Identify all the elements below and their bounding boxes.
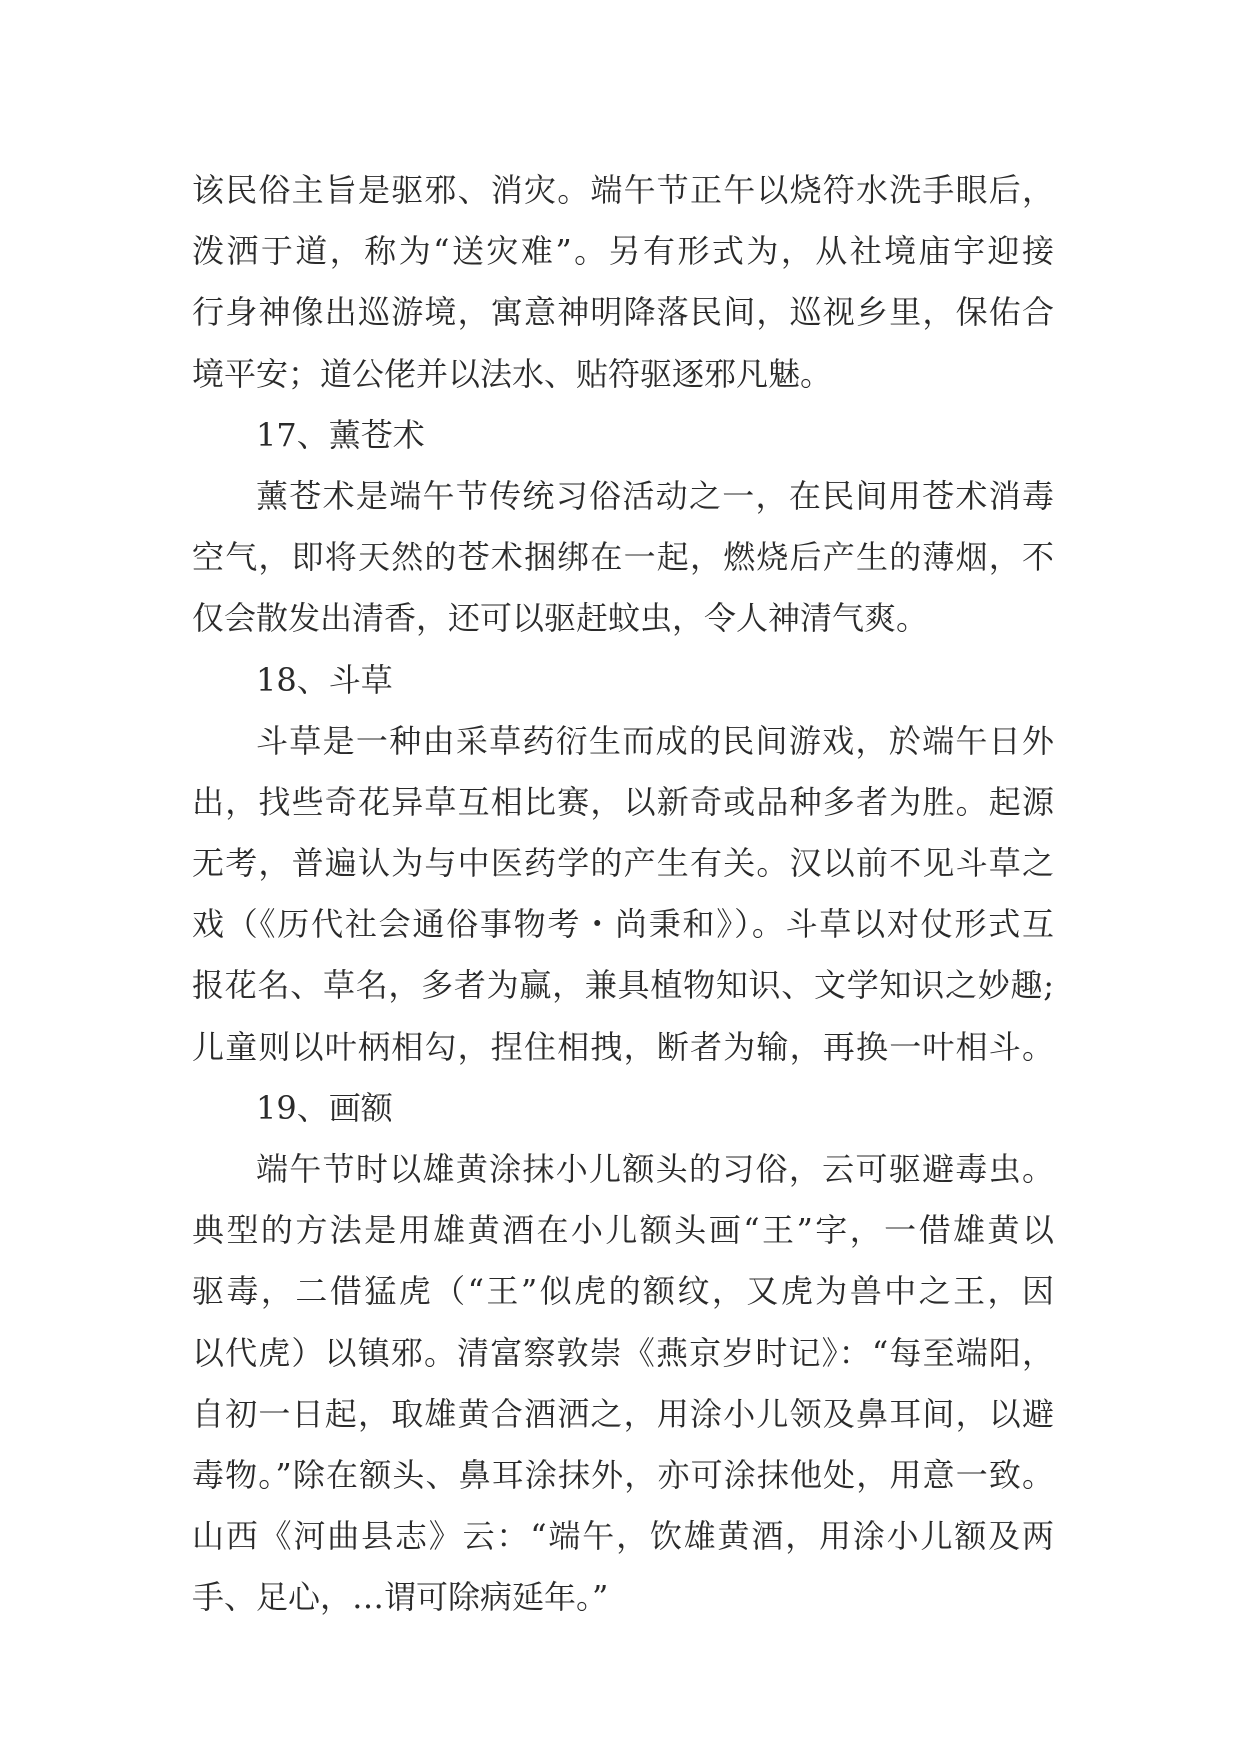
text-line: 戏（《历代社会通俗事物考・尚秉和》）。斗草以对仗形式互 — [192, 905, 1054, 944]
text-line: 典型的方法是用雄黄酒在小儿额头画“王”字，一借雄黄以 — [192, 1211, 1054, 1250]
text-line: 端午节时以雄黄涂抹小儿额头的习俗，云可驱避毒虫。 — [256, 1150, 1054, 1188]
text-line: 毒物。”除在额头、鼻耳涂抹外，亦可涂抹他处，用意一致。 — [192, 1455, 1054, 1494]
text-line: 无考，普遍认为与中医药学的产生有关。汉以前不见斗草之 — [192, 844, 1054, 883]
text-line: 以代虎）以镇邪。清富察敦崇《燕京岁时记》：“每至端阳， — [192, 1333, 1054, 1372]
section-heading-17: 17、薰苍术 — [256, 415, 425, 454]
text-line: 境平安；道公佬并以法水、贴符驱逐邪凡魅。 — [192, 354, 833, 393]
text-line: 斗草是一种由采草药衍生而成的民间游戏，於端午日外 — [256, 721, 1054, 760]
text-line: 报花名、草名，多者为赢，兼具植物知识、文学知识之妙趣; — [192, 966, 1054, 1005]
document-body — [192, 160, 1054, 1629]
text-line: 行身神像出巡游境，寓意神明降落民间，巡视乡里，保佑合 — [192, 293, 1054, 332]
text-line: 自初一日起，取雄黄合酒洒之，用涂小儿领及鼻耳间，以避 — [192, 1394, 1054, 1433]
section-heading-19: 19、画额 — [256, 1088, 393, 1127]
text-line: 空气，即将天然的苍术捆绑在一起，燃烧后产生的薄烟，不 — [192, 538, 1054, 577]
text-line: 出，找些奇花异草互相比赛，以新奇或品种多者为胜。起源 — [192, 782, 1054, 821]
text-line: 该民俗主旨是驱邪、消灾。端午节正午以烧符水洗手眼后， — [192, 171, 1054, 209]
text-line: 仅会散发出清香，还可以驱赶蚊虫，令人神清气爽。 — [192, 599, 929, 638]
text-line: 儿童则以叶柄相勾，捏住相拽，断者为输，再换一叶相斗。 — [192, 1027, 1054, 1066]
text-line: 驱毒，二借猛虎（“王”似虎的额纹，又虎为兽中之王，因 — [192, 1272, 1054, 1311]
text-line: 薰苍术是端午节传统习俗活动之一，在民间用苍术消毒 — [256, 476, 1054, 515]
text-line: 手、足心，…谓可除病延年。” — [192, 1578, 609, 1617]
text-line: 泼洒于道，称为“送灾难”。另有形式为，从社境庙宇迎接 — [192, 232, 1054, 271]
text-line: 山西《河曲县志》云：“端午，饮雄黄酒，用涂小儿额及两 — [192, 1517, 1054, 1556]
section-heading-18: 18、斗草 — [256, 660, 393, 699]
